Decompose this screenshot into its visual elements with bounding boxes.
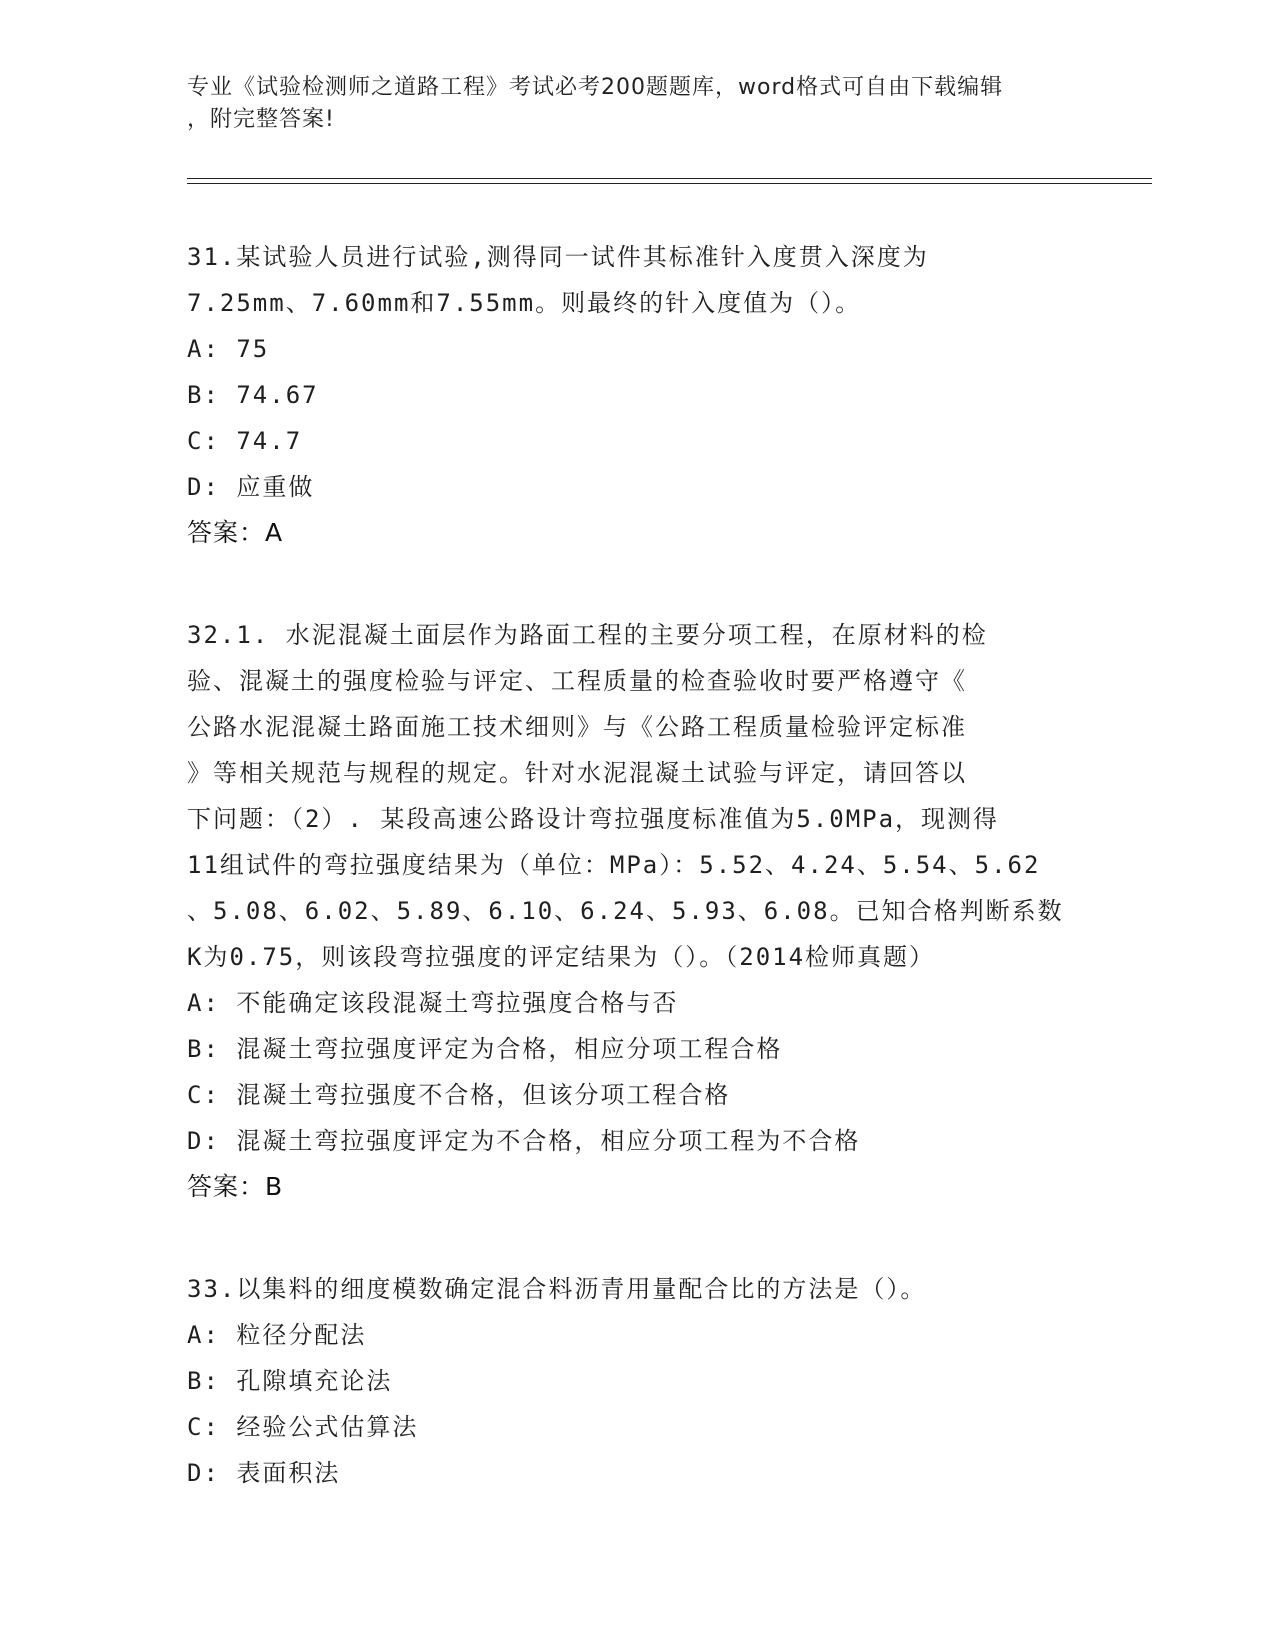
question-list — [187, 234, 1087, 1552]
question-text-line: 、5.08、6.02、5.89、6.10、6.24、5.93、6.08。已知合格判断系数 — [187, 897, 1064, 925]
question-text-line: 32.1. 水泥混凝土面层作为路面工程的主要分项工程，在原材料的检 — [187, 621, 988, 649]
option-d: D: 表面积法 — [187, 1459, 341, 1487]
option-b: B: 孔隙填充论法 — [187, 1367, 393, 1395]
question-text-line: 验、混凝土的强度检验与评定、工程质量的检查验收时要严格遵守《 — [187, 667, 967, 695]
option-c: C: 74.7 — [187, 427, 303, 455]
question-text-line: K为0.75，则该段弯拉强度的评定结果为（）。（2014检师真题） — [187, 943, 936, 971]
question-text-line: 11组试件的弯拉强度结果为（单位：MPa）：5.52、4.24、5.54、5.62 — [187, 851, 1041, 879]
option-c: C: 混凝土弯拉强度不合格，但该分项工程合格 — [187, 1081, 731, 1109]
option-d: D: 应重做 — [187, 473, 315, 501]
question-text-line: 7.25mm、7.60mm和7.55mm。则最终的针入度值为（）。 — [187, 289, 862, 317]
question-text-line: 公路水泥混凝土路面施工技术细则》与《公路工程质量检验评定标准 — [187, 713, 967, 741]
header-line-1: 专业《试验检测师之道路工程》考试必考200题题库，word格式可自由下载编辑 — [187, 75, 1004, 100]
option-b: B: 74.67 — [187, 381, 319, 409]
header-divider-bottom — [187, 183, 1152, 184]
option-a: A: 75 — [187, 335, 270, 363]
answer-label: 答案：B — [187, 1172, 284, 1201]
option-b: B: 混凝土弯拉强度评定为合格，相应分项工程合格 — [187, 1035, 783, 1063]
question-31 — [187, 234, 1087, 556]
document-header — [187, 72, 1067, 136]
question-text-line: 》等相关规范与规程的规定。针对水泥混凝土试验与评定，请回答以 — [187, 759, 967, 787]
question-33 — [187, 1266, 1087, 1496]
header-divider-top — [187, 178, 1152, 179]
question-text-line: 31.某试验人员进行试验,测得同一试件其标准针入度贯入深度为 — [187, 243, 929, 271]
question-32 — [187, 612, 1087, 1210]
option-d: D: 混凝土弯拉强度评定为不合格，相应分项工程为不合格 — [187, 1127, 861, 1155]
answer-label: 答案：A — [187, 518, 284, 547]
question-text-line: 33.以集料的细度模数确定混合料沥青用量配合比的方法是（）。 — [187, 1275, 927, 1303]
option-a: A: 不能确定该段混凝土弯拉强度合格与否 — [187, 989, 679, 1017]
question-text-line: 下问题：（2）. 某段高速公路设计弯拉强度标准值为5.0MPa，现测得 — [187, 805, 1000, 833]
option-a: A: 粒径分配法 — [187, 1321, 367, 1349]
header-line-2: ，附完整答案! — [187, 107, 335, 132]
option-c: C: 经验公式估算法 — [187, 1413, 419, 1441]
